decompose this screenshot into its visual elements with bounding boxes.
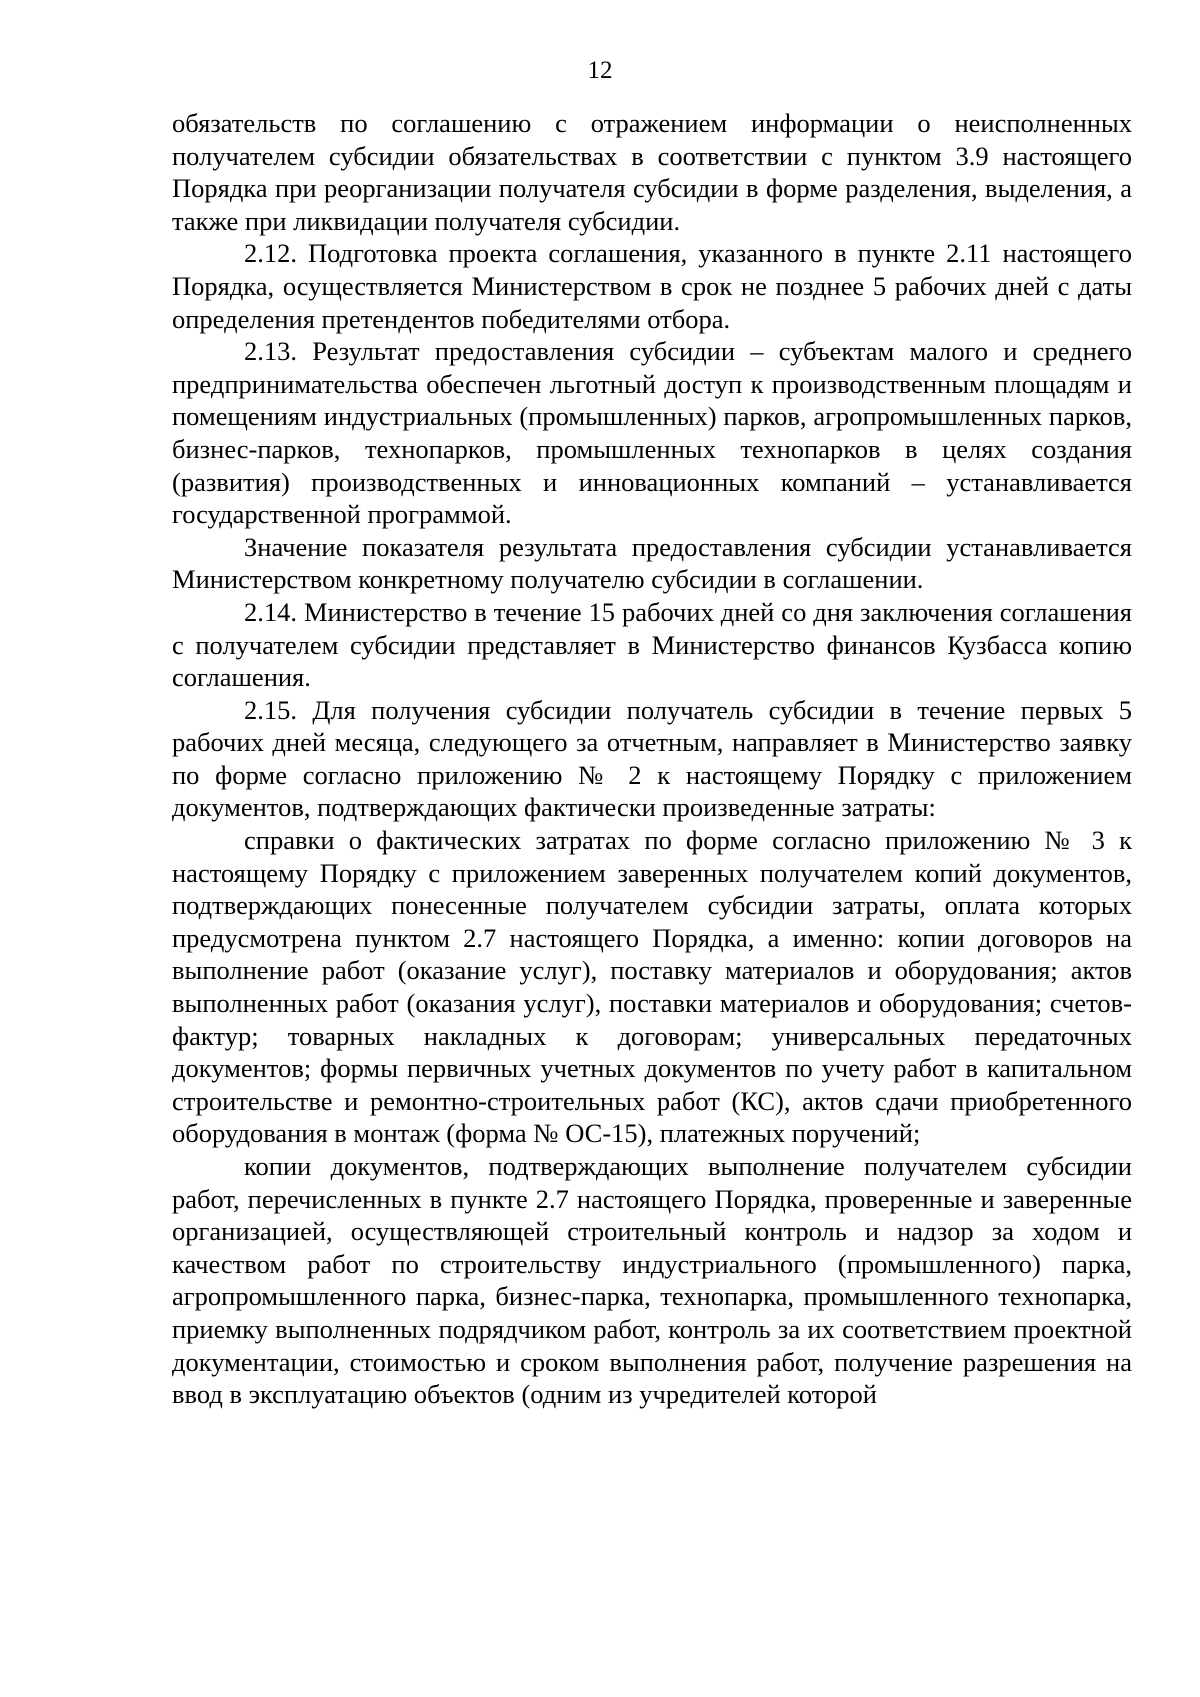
page-number: 12 — [587, 57, 613, 84]
paragraph-2-13: 2.13. Результат предоставления субсидии – субъектам малого и среднего предпринимательства обеспечен льготный доступ к производственным площадям и помещениям индустриальных (промышленных) парков, агропромышленных парков, бизнес-парков, технопарков, промышленных технопарков в целях создания (развития) производственных и инновационных компаний – устанавливается государственной программой. — [172, 336, 1132, 530]
paragraph-1: обязательств по соглашению с отражением информации о неисполненных получателем субсидии обязательствах в соответствии с пунктом 3.9 настоящего Порядка при реорганизации получателя субсидии в форме разделения, выделения, а также при ликвидации получателя субсидии. — [172, 108, 1132, 236]
paragraph-indicator-value: Значение показателя результата предоставления субсидии устанавливается Министерством конкретному получателю субсидии в соглашении. — [172, 531, 1132, 595]
paragraph-2-14: 2.14. Министерство в течение 15 рабочих дней со дня заключения соглашения с получателем субсидии представляет в Министерство финансов Кузбасса копию соглашения. — [172, 596, 1132, 693]
paragraph-2-15: 2.15. Для получения субсидии получатель субсидии в течение первых 5 рабочих дней месяца, следующего за отчетным, направляет в Министерство заявку по форме согласно приложению № 2 к настоящему Порядку с приложением документов, подтверждающих фактически произведенные затраты: — [172, 694, 1132, 823]
paragraph-cost-certificates: справки о фактических затратах по форме согласно приложению № 3 к настоящему Порядку с приложением заверенных получателем копий документов, подтверждающих понесенные получателем субсидии затраты, оплата которых предусмотрена пунктом 2.7 настоящего Порядка, а именно: копии договоров на выполнение работ (оказание услуг), поставку материалов и оборудования; актов выполненных работ (оказания услуг), поставки материалов и оборудования; счетов-фактур; товарных накладных к договорам; универсальных передаточных документов; формы первичных учетных документов по учету работ в капитальном строительстве и ремонтно-строительных работ (КС), актов сдачи приобретенного оборудования в монтаж (форма № ОС-15), платежных поручений; — [172, 825, 1132, 1149]
paragraph-2-12: 2.12. Подготовка проекта соглашения, указанного в пункте 2.11 настоящего Порядка, осуществляется Министерством в срок не позднее 5 рабочих дней с даты определения претендентов победителями отбора. — [172, 238, 1132, 334]
document-body — [172, 107, 1132, 1411]
paragraph-work-documents: копии документов, подтверждающих выполнение получателем субсидии работ, перечисленных в пункте 2.7 настоящего Порядка, проверенные и заверенные организацией, осуществляющей строительный контроль и надзор за ходом и качеством работ по строительству индустриального (промышленного) парка, агропромышленного парка, бизнес-парка, технопарка, промышленного технопарка, приемку выполненных подрядчиком работ, контроль за их соответствием проектной документации, стоимостью и сроком выполнения работ, получение разрешения на ввод в эксплуатацию объектов (одним из учредителей которой — [172, 1151, 1132, 1410]
